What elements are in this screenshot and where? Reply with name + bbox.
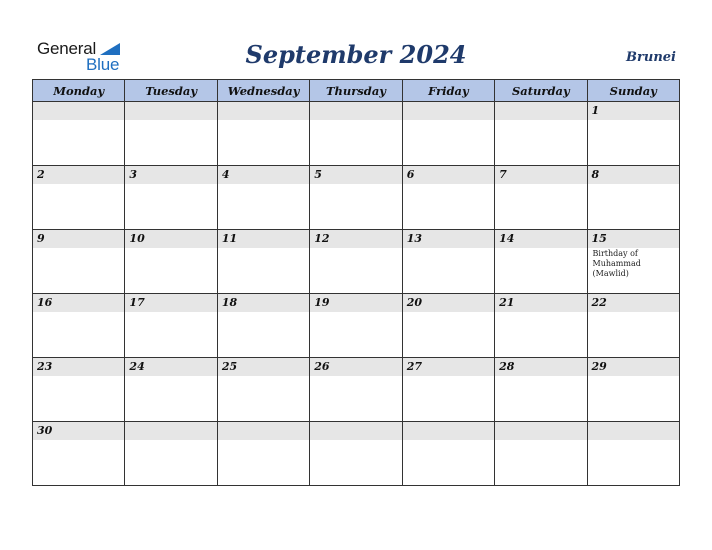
day-header-bar [403, 358, 494, 376]
day-cell [310, 294, 402, 358]
day-number [310, 422, 401, 424]
day-header-bar [495, 358, 586, 376]
day-header-bar [495, 230, 586, 248]
day-header-bar [125, 102, 216, 120]
day-header-bar [495, 294, 586, 312]
day-number [33, 102, 124, 104]
day-number: 2 [37, 168, 45, 181]
day-cell [587, 102, 679, 166]
day-number [125, 422, 216, 424]
day-number: 19 [314, 296, 330, 309]
day-cell [587, 294, 679, 358]
day-number: 29 [591, 360, 607, 373]
country-label: Brunei [626, 50, 676, 65]
day-header-bar [310, 294, 401, 312]
day-number: 27 [406, 360, 422, 373]
day-number [310, 102, 401, 104]
day-cell [125, 102, 217, 166]
day-header-bar [403, 166, 494, 184]
day-cell [587, 358, 679, 422]
day-cell [217, 358, 309, 422]
week-row [33, 422, 680, 486]
day-number: 14 [499, 232, 515, 245]
weekday-header: Friday [402, 80, 494, 102]
day-header-bar [218, 358, 309, 376]
day-number: 12 [314, 232, 330, 245]
day-header-bar [495, 166, 586, 184]
day-header-bar [125, 294, 216, 312]
day-cell [125, 358, 217, 422]
day-number: 11 [221, 232, 238, 245]
logo-text-general: General [37, 39, 97, 58]
week-row [33, 230, 680, 294]
day-cell [587, 230, 679, 294]
day-number [125, 102, 216, 104]
day-header-bar [33, 422, 124, 440]
week-row [33, 294, 680, 358]
day-number: 3 [129, 168, 138, 181]
day-number [495, 102, 586, 104]
day-header-bar [218, 422, 309, 440]
day-header-bar [218, 230, 309, 248]
day-cell [402, 166, 494, 230]
day-cell [495, 102, 587, 166]
day-header-bar [588, 230, 679, 248]
day-header-bar [588, 422, 679, 440]
day-header-bar [33, 102, 124, 120]
day-header-bar [310, 422, 401, 440]
day-number: 25 [221, 360, 238, 373]
day-cell [495, 422, 587, 486]
day-cell [402, 422, 494, 486]
day-header-bar [495, 422, 586, 440]
holiday-label: Birthday of Muhammad (Mawlid) [592, 249, 641, 278]
day-number: 20 [406, 296, 422, 309]
day-header-bar [125, 166, 216, 184]
day-cell [33, 230, 125, 294]
logo-text-blue: Blue [86, 55, 120, 74]
day-header-bar [218, 166, 309, 184]
day-header-bar [588, 102, 679, 120]
weekday-header: Tuesday [125, 80, 217, 102]
day-number: 1 [591, 104, 600, 117]
weekday-header: Sunday [587, 80, 679, 102]
day-number: 17 [129, 296, 145, 309]
day-cell [217, 102, 309, 166]
day-number [403, 422, 494, 424]
day-cell [33, 358, 125, 422]
day-cell [217, 166, 309, 230]
day-header-bar [125, 358, 216, 376]
day-header-bar [310, 358, 401, 376]
day-cell [495, 358, 587, 422]
weekday-header-row [33, 80, 680, 102]
day-number [218, 422, 309, 424]
day-number: 15 [591, 232, 607, 245]
day-cell [310, 102, 402, 166]
week-row [33, 102, 680, 166]
day-header-bar [33, 230, 124, 248]
day-header-bar [310, 102, 401, 120]
day-cell [402, 294, 494, 358]
day-cell [495, 294, 587, 358]
day-header-bar [218, 294, 309, 312]
day-cell [217, 422, 309, 486]
day-header-bar [33, 358, 124, 376]
day-cell [310, 166, 402, 230]
day-header-bar [125, 422, 216, 440]
day-number: 23 [37, 360, 53, 373]
day-number: 9 [37, 232, 45, 245]
day-header-bar [125, 230, 216, 248]
day-cell [125, 230, 217, 294]
day-number: 7 [499, 168, 507, 181]
day-cell [310, 422, 402, 486]
day-number: 13 [406, 232, 422, 245]
weekday-header: Monday [33, 80, 125, 102]
day-cell [33, 294, 125, 358]
calendar-body [33, 102, 680, 486]
day-header-bar [310, 166, 401, 184]
day-cell [402, 230, 494, 294]
day-header-bar [495, 102, 586, 120]
day-cell [587, 166, 679, 230]
day-header-bar [588, 358, 679, 376]
day-cell [125, 422, 217, 486]
day-number: 24 [129, 360, 145, 373]
day-cell [125, 166, 217, 230]
day-cell [402, 358, 494, 422]
day-number: 18 [221, 296, 238, 309]
week-row [33, 166, 680, 230]
week-row [33, 358, 680, 422]
day-cell [310, 358, 402, 422]
day-header-bar [403, 294, 494, 312]
weekday-header: Thursday [310, 80, 402, 102]
day-number: 16 [37, 296, 53, 309]
day-number [403, 102, 494, 104]
weekday-header: Wednesday [217, 80, 309, 102]
day-cell [495, 166, 587, 230]
day-cell [125, 294, 217, 358]
calendar-title: September 2024 [245, 40, 467, 69]
weekday-header: Saturday [495, 80, 587, 102]
day-header-bar [403, 230, 494, 248]
day-number: 22 [591, 296, 607, 309]
day-number [218, 102, 309, 104]
calendar-grid [32, 79, 680, 486]
day-cell [495, 230, 587, 294]
day-cell [310, 230, 402, 294]
day-number: 21 [499, 296, 515, 309]
day-header-bar [588, 166, 679, 184]
day-number [588, 422, 679, 424]
day-cell [217, 230, 309, 294]
day-header-bar [33, 294, 124, 312]
day-header-bar [588, 294, 679, 312]
day-header-bar [218, 102, 309, 120]
day-header-bar [403, 422, 494, 440]
day-cell [33, 422, 125, 486]
day-number: 28 [499, 360, 515, 373]
day-header-bar [33, 166, 124, 184]
day-cell [33, 166, 125, 230]
day-cell [33, 102, 125, 166]
day-header-bar [403, 102, 494, 120]
day-number: 8 [591, 168, 600, 181]
day-number: 30 [37, 424, 53, 437]
day-number: 6 [406, 168, 415, 181]
day-number: 4 [221, 168, 230, 181]
day-number [495, 422, 586, 424]
day-cell [217, 294, 309, 358]
day-number: 10 [129, 232, 145, 245]
day-header-bar [310, 230, 401, 248]
day-number: 5 [314, 168, 322, 181]
day-cell [402, 102, 494, 166]
day-number: 26 [314, 360, 330, 373]
day-cell [587, 422, 679, 486]
